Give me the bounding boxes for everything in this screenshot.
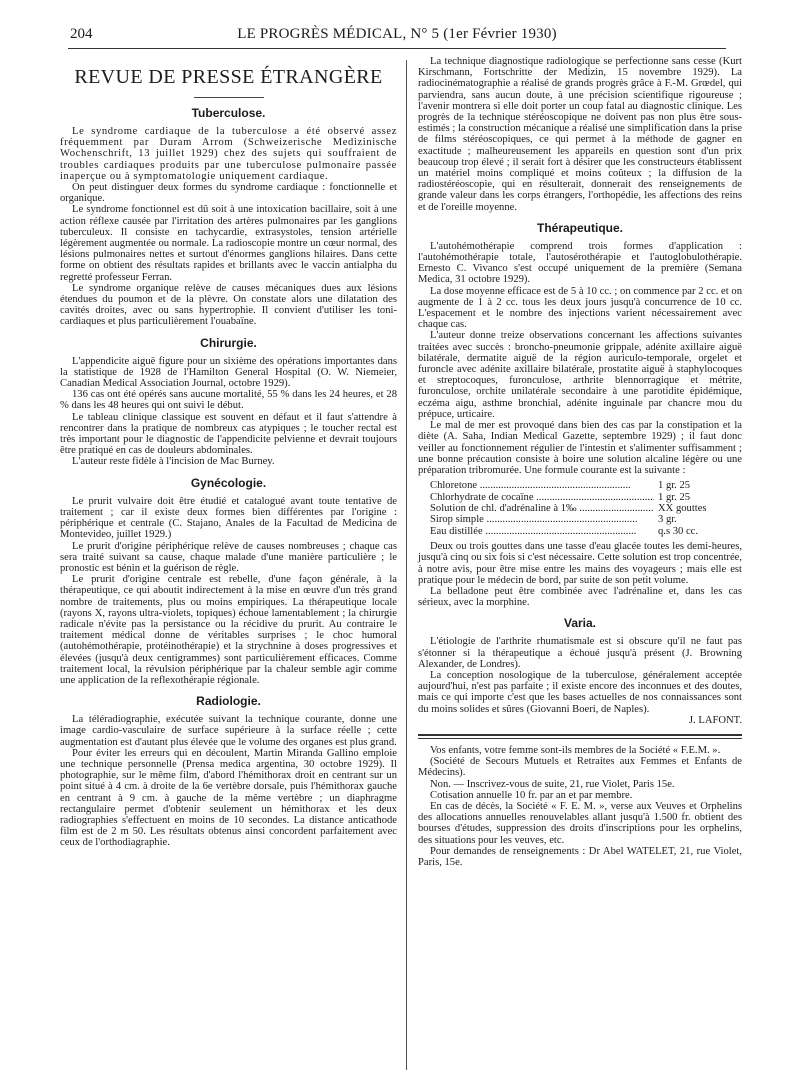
notice-title: Vos enfants, votre femme sont-ils membres de la Société « F.E.M. ». [430, 744, 721, 756]
heading-chirurgie: Chirurgie. [200, 335, 257, 350]
ingredient-name: Sirop simple ..... [430, 514, 654, 525]
notice-rule-thin [418, 738, 742, 739]
paragraph: La téléradiographie, exécutée suivant la technique courante, donne une image cardio-vasculaire de surface supérieure à la surface réelle ; cette augmentation est d'autant plus élevée que le volume des organes est plus grand. [60, 714, 397, 748]
paragraph: En cas de décès, la Société « F. E. M. », verse aux Veuves et Orphelins des allocations annuelles renouvelables allant jusqu'à 1.500 fr. obtient des bourses d'études, suppression des droits d'inscriptions pour les orphelins, des situations pour les veuves, etc. [418, 801, 742, 846]
paragraph: Le syndrome fonctionnel est dû soit à une intoxication bacillaire, soit à une action réflexe causée par l'irritation des artères pulmonaires par les ganglions tuberculeux. Il consiste en tachycardie, extrasystoles, tension artérielle légèrement augmentée ou normale. La radioscopie montre un cœur normal, des lésions pulmonaires nettes et surtout d'énormes ganglions hilaires. Dans cette forme on obtient des résultats rapides et brillants avec le vaccin antialpha du regretté professeur Ferran. [60, 204, 397, 283]
paragraph: Cotisation annuelle 10 fr. par an et par membre. [430, 789, 633, 801]
paragraph: Deux ou trois gouttes dans une tasse d'eau glacée toutes les demi-heures, jusqu'à cinq ou six fois si c'est nécessaire. Cette solution est trop concentrée, à notre avis, pour être mise entre les mains des voyageurs ; mais elle est pratique pour le médecin de bord, par suite de son petit volume. [418, 541, 742, 586]
paragraph: L'auteur reste fidèle à l'incision de Mac Burney. [72, 456, 275, 468]
header-rule [68, 48, 726, 49]
ingredient-quantity: 1 gr. 25 [658, 491, 691, 503]
paragraph: Le mal de mer est provoqué dans bien des cas par la constipation et la diète (A. Saha, Indian Medical Gazette, septembre 1929) ; il faut donc veiller au fonctionnement régulier de l'intestin et s'alimenter suffisamment ; une bonne précaution consiste à boire une solution alcaline légère ou une préparation tribromurée. Une formule courante est la suivante : [418, 420, 742, 476]
formula-list [430, 480, 730, 537]
paragraph: Le tableau clinique classique est souvent en défaut et il faut s'attendre à rencontrer dans la pratique de nombreux cas atypiques ; le toucher rectal est très important pour le diagnostic de l'appendicite pelvienne et devrait toujours être pratiqué en cas de douleurs abdominales. [60, 411, 397, 457]
formula-row [430, 514, 730, 525]
ingredient-quantity: 1 gr. 25 [658, 480, 691, 492]
notice-rule [418, 734, 742, 736]
paragraph: Le prurit d'origine périphérique relève de causes nombreuses ; chaque cas sera traité suivant sa cause, chaque malade d'une manière particulière ; le pronostic est bénin et la guérison de règle. [60, 540, 397, 574]
heading-tuberculose: Tuberculose. [191, 106, 266, 120]
paragraph: L'auteur donne treize observations concernant les affections suivantes traitées avec succès : broncho-pneumonie grippale, adénite axillaire aiguë bilatérale, dermatite aiguë de la région auriculo-temporale, orgelet et furoncle avec adénite axillaire bilatérale, prostatite aiguë à staphylocoques et streptocoques, furonculose, arthrite blennorragique et métrite, furonculose, orchite unilatérale secondaire à une parotidite épidémique, eczéma aigu, asthme bronchial, adénite inguinale par chancre mou du prépuce, urticaire. [418, 330, 742, 420]
right-column [418, 56, 742, 868]
heading-radiologie: Radiologie. [196, 694, 261, 709]
paragraph: La conception nosologique de la tuberculose, généralement acceptée aujourd'hui, n'est pas parfaite ; il existe encore des inconnues et des doutes, mais ce qui importe c'est que les bases actuelles de nos connaissances sont du moins solides et sûres (Giovanni Boeri, de Naples). [418, 669, 742, 715]
ingredient-quantity: q.s 30 cc. [658, 525, 699, 537]
paragraph: La dose moyenne efficace est de 5 à 10 cc. ; on commence par 2 cc. et on augmente de 1 à 2 cc. tous les deux jours jusqu'à concurrence de 10 cc. L'espacement et le nombre des injections varient nécessairement avec chaque cas. [418, 285, 742, 331]
paragraph: La belladone peut être combinée avec l'adrénaline et, dans les cas sérieux, avec la morphine. [418, 585, 742, 609]
ingredient-name: Chlorhydrate de cocaïne ..... [430, 492, 654, 503]
paragraph: Pour éviter les erreurs qui en découlent, Martin Miranda Gallino emploie une technique personnelle (Prensa medica argentina, 30 octobre 1929). Il photographie, sur le même film, d'abord l'hémithorax droit en centrant sur un point situé à 4 cm. à droite de la 6e vertèbre dorsale, puis l'hémithorax gauche en centrant à 9 cm. à gauche de la même vertèbre ; un diaphragme rectangulaire permet d'obtenir seulement un hémithorax et les deux radiographies s'effectuent en moins de 10 secondes. La distance anticathode film est de 2 m 50. Les résultats obtenus ainsi concordent parfaitement avec ceux de l'orthodiagraphie. [60, 747, 397, 849]
paragraph: (Société de Secours Mutuels et Retraites aux Femmes et Enfants de Médecins). [418, 756, 742, 779]
paragraph: L'autohémothérapie comprend trois formes d'application : l'autohémothérapie totale, l'autosérothérapie et l'autoglobulothérapie. Ernesto C. Vivanco s'est occupé uniquement de la première (Semana Medica, 31 octobre 1929). [418, 240, 742, 286]
column-divider [406, 60, 407, 1070]
paragraph: Le syndrome cardiaque de la tuberculose a été observé assez fréquemment par Duram Arrom (Schweizerische Medizinische Wochenschrift, 13 juillet 1929) chez des sujets qui souffraient de troubles cardiaques produits par une tuberculose pulmonaire passée inaperçue ou à symptomatologie uniquement cardiaque. [60, 126, 397, 182]
formula-row [430, 503, 730, 514]
ingredient-name: Eau distillée ..... [430, 526, 654, 537]
ingredient-name: Solution de chl. d'adrénaline à 1‰ ..... [430, 503, 654, 514]
ingredient-quantity: XX gouttes [658, 502, 707, 514]
formula-row [430, 492, 730, 503]
heading-varia: Varia. [563, 616, 597, 631]
paragraph: Le prurit d'origine centrale est rebelle, d'une façon générale, à la thérapeutique, ce qui aboutit indirectement à la mise en œuvre d'un très grand nombre de traitements, plus ou moins empiriques. La thérapeutique locale (rayons X, rayons ultra-violets, topiques) échoue lamentablement ; la chirurgie radicale n'évite pas la persistance ou la récidive du prurit. Au contraire le traitement médical donne de véritables surprises ; le choc humoral (autohémothérapie, protéinothérapie) et la strychnine à doses progressives et élevées (jusqu'à deux centigrammes) sont particulièrement efficaces. Comme traitement local, la révulsion périphérique par la chaleur semble agir comme une application de la reflexothérapie régionale. [60, 574, 397, 686]
paragraph: 136 cas ont été opérés sans aucune mortalité, 55 % dans les 24 heures, et 28 % dans les 48 heures qui ont suivi le début. [60, 389, 397, 412]
ingredient-name: Chloretone ..... [430, 480, 654, 491]
heading-gynecologie: Gynécologie. [190, 475, 267, 490]
left-column [60, 56, 397, 849]
formula-row [430, 526, 730, 537]
ingredient-quantity: 3 gr. [658, 514, 677, 526]
title-rule [194, 97, 264, 98]
paragraph: L'étiologie de l'arthrite rhumatismale est si obscure qu'il ne faut pas s'étonner si la thérapeutique a échoué jusqu'à présent (J. Browning Alexander, de Londres). [418, 636, 742, 670]
formula-row [430, 480, 730, 491]
page-number: 204 [70, 26, 93, 42]
paragraph: On peut distinguer deux formes du syndrome cardiaque : fonctionnelle et organique. [60, 182, 397, 205]
paragraph: Non. — Inscrivez-vous de suite, 21, rue Violet, Paris 15e. [430, 778, 675, 790]
paragraph: Le syndrome organique relève de causes mécaniques dues aux lésions étendues du poumon et de la plèvre. On constate alors une dilatation des cavités droites, avec ou sans hypertrophie. Il convient d'utiliser les toni-cardiaques et plus particulièrement l'ouabaïne. [60, 282, 397, 328]
paragraph: Le prurit vulvaire doit être étudié et catalogué avant toute tentative de traitement ; car il existe deux formes bien différentes par l'origine : périphérique et centrale (C. Stajano, Anales de la Facultad de Medicina de Montevideo, juillet 1929.) [60, 495, 397, 541]
section-title: REVUE DE PRESSE ÉTRANGÈRE [74, 66, 383, 88]
heading-therapeutique: Thérapeutique. [536, 220, 623, 235]
running-header [70, 26, 724, 44]
paragraph: La technique diagnostique radiologique se perfectionne sans cesse (Kurt Kirschmann, Fortschritte der Medizin, 15 novembre 1929). La radiocinématographie a réalisé de grands progrès grâce à F.-M. Grœdel, qui parviendra, sans aucun doute, à une précision scientifique rigoureuse ; l'avenir montrera si elle doit porter un coup fatal au diagnostic clinique. Les progrès de la technique stéréoscopique ne doivent pas non plus être sous-estimés ; la construction mécanique a réalisé une simplification dans la prise de films stéréoscopiques, ce qui permet à la méthode de gagner en exactitude ; malheureusement les appareils en question sont d'un prix beaucoup trop élevé ; il serait fort à désirer que les constructeurs établissent un matériel moins compliqué et moins coûteux ; la diffusion de la radiostéréoscopie, qui en résulterait, donnerait des renseignements de grande valeur dans les corps étrangers, l'orthopédie, les affections des reins et de l'oreille moyenne. [418, 56, 742, 213]
paragraph: L'appendicite aiguë figure pour un sixième des opérations importantes dans la statistique de 1928 de l'Hamilton General Hospital (O. W. Niemeier, Canadian Medical Association Journal, octobre 1929). [60, 355, 397, 390]
paragraph: Pour demandes de renseignements : Dr Abel WATELET, 21, rue Violet, Paris, 15e. [418, 845, 742, 869]
author-signature: J. LAFONT. [688, 714, 742, 726]
journal-title: LE PROGRÈS MÉDICAL, N° 5 (1er Février 1930) [237, 26, 557, 42]
